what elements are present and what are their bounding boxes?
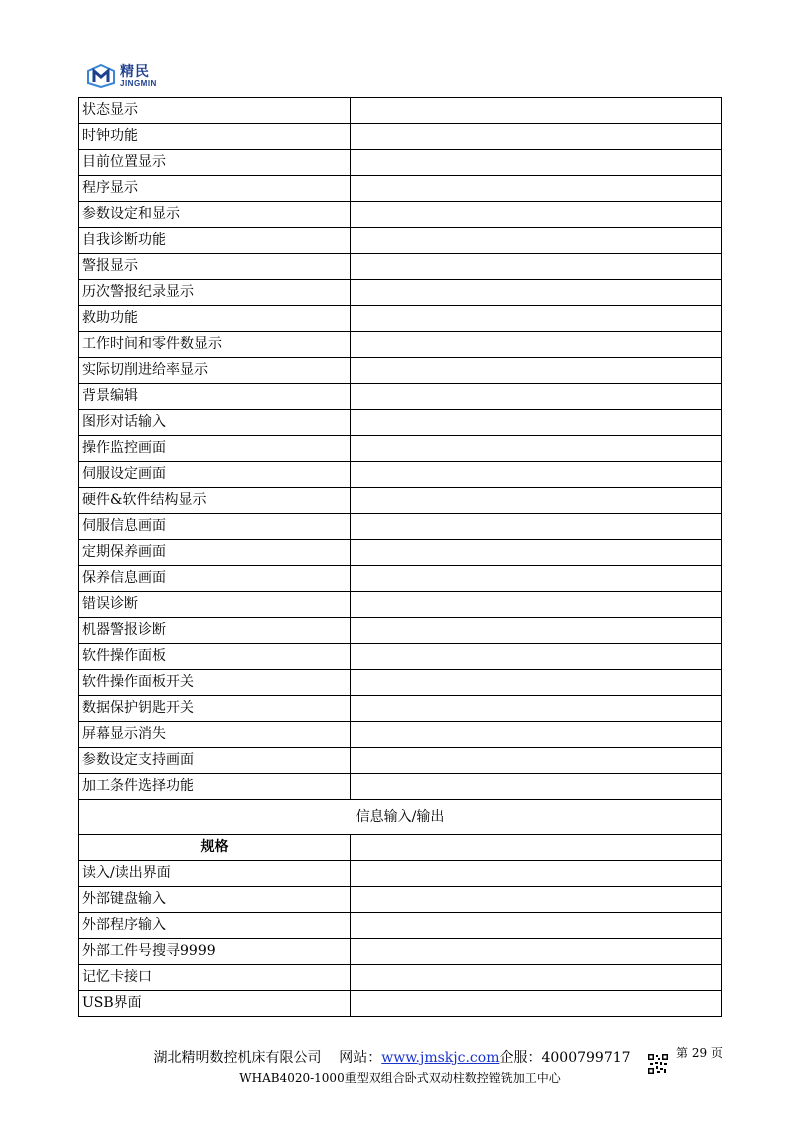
feature-name-cell: 定期保养画面 — [79, 540, 351, 566]
feature-value-cell — [351, 566, 722, 592]
feature-name-cell: 外部键盘输入 — [79, 887, 351, 913]
footer-company: 湖北精明数控机床有限公司 — [153, 1050, 322, 1066]
feature-name-cell: 自我诊断功能 — [79, 228, 351, 254]
table-row — [79, 887, 722, 913]
feature-name-cell: 时钟功能 — [79, 124, 351, 150]
table-row — [79, 748, 722, 774]
feature-value-cell — [351, 124, 722, 150]
table-row — [79, 202, 722, 228]
feature-rows — [79, 98, 722, 800]
feature-value-cell — [351, 358, 722, 384]
feature-name-cell: 软件操作面板开关 — [79, 670, 351, 696]
feature-name-cell: 错误诊断 — [79, 592, 351, 618]
company-logo — [86, 62, 157, 90]
feature-value-cell — [351, 774, 722, 800]
feature-value-cell — [351, 150, 722, 176]
feature-name-cell: 屏幕显示消失 — [79, 722, 351, 748]
feature-value-cell — [351, 618, 722, 644]
feature-name-cell: 外部程序输入 — [79, 913, 351, 939]
feature-value-cell — [351, 722, 722, 748]
feature-value-cell — [351, 488, 722, 514]
table-row — [79, 384, 722, 410]
feature-name-cell: 伺服信息画面 — [79, 514, 351, 540]
table-row — [79, 488, 722, 514]
feature-name-cell: 机器警报诊断 — [79, 618, 351, 644]
table-row — [79, 913, 722, 939]
table-row — [79, 774, 722, 800]
feature-name-cell: 硬件&软件结构显示 — [79, 488, 351, 514]
feature-value-cell — [351, 514, 722, 540]
section-title: 信息输入/输出 — [79, 800, 722, 835]
table-row — [79, 566, 722, 592]
table-row — [79, 436, 722, 462]
table-row — [79, 462, 722, 488]
table-row — [79, 98, 722, 124]
feature-value-cell — [351, 540, 722, 566]
spec-header-value-cell — [351, 835, 722, 861]
feature-value-cell — [351, 98, 722, 124]
table-row — [79, 254, 722, 280]
feature-value-cell — [351, 280, 722, 306]
logo-english-name: JINGMIN — [120, 78, 157, 88]
table-row — [79, 176, 722, 202]
feature-value-cell — [351, 939, 722, 965]
table-row — [79, 228, 722, 254]
feature-name-cell: 外部工件号搜寻9999 — [79, 939, 351, 965]
feature-name-cell: 程序显示 — [79, 176, 351, 202]
feature-name-cell: 背景编辑 — [79, 384, 351, 410]
table-row — [79, 670, 722, 696]
feature-name-cell: 工作时间和零件数显示 — [79, 332, 351, 358]
feature-name-cell: 参数设定和显示 — [79, 202, 351, 228]
feature-name-cell: 图形对话输入 — [79, 410, 351, 436]
feature-value-cell — [351, 254, 722, 280]
feature-name-cell: 实际切削进给率显示 — [79, 358, 351, 384]
feature-name-cell: 历次警报纪录显示 — [79, 280, 351, 306]
feature-value-cell — [351, 410, 722, 436]
table-row — [79, 618, 722, 644]
spec-table — [78, 97, 722, 1017]
table-row — [79, 358, 722, 384]
table-row — [79, 991, 722, 1017]
footer-website-label: 网站： — [339, 1050, 382, 1066]
footer-service-phone: 4000799717 — [541, 1050, 631, 1066]
table-row — [79, 280, 722, 306]
feature-value-cell — [351, 332, 722, 358]
table-row — [79, 306, 722, 332]
feature-value-cell — [351, 384, 722, 410]
table-row — [79, 332, 722, 358]
feature-value-cell — [351, 887, 722, 913]
feature-name-cell: 伺服设定画面 — [79, 462, 351, 488]
section-row — [79, 800, 722, 835]
feature-value-cell — [351, 965, 722, 991]
table-row — [79, 644, 722, 670]
feature-value-cell — [351, 228, 722, 254]
feature-name-cell: 读入/读出界面 — [79, 861, 351, 887]
logo-chinese-name: 精民 — [120, 63, 150, 80]
feature-value-cell — [351, 436, 722, 462]
feature-name-cell: 操作监控画面 — [79, 436, 351, 462]
table-row — [79, 540, 722, 566]
table-row — [79, 965, 722, 991]
io-rows — [79, 861, 722, 1017]
feature-name-cell: 警报显示 — [79, 254, 351, 280]
feature-value-cell — [351, 462, 722, 488]
footer-website-link[interactable]: www.jmskjc.com — [381, 1050, 500, 1066]
spec-header-row — [79, 835, 722, 861]
table-row — [79, 722, 722, 748]
footer-service-label: 企服： — [499, 1050, 542, 1066]
feature-value-cell — [351, 644, 722, 670]
feature-name-cell: 保养信息画面 — [79, 566, 351, 592]
page-number: 第 29 页 — [676, 1046, 723, 1060]
feature-name-cell: USB界面 — [79, 991, 351, 1017]
table-row — [79, 410, 722, 436]
feature-name-cell: 状态显示 — [79, 98, 351, 124]
feature-value-cell — [351, 861, 722, 887]
table-row — [79, 696, 722, 722]
feature-value-cell — [351, 748, 722, 774]
feature-name-cell: 记忆卡接口 — [79, 965, 351, 991]
footer-model-line: WHAB4020-1000重型双组合卧式双动柱数控镗铣加工中心 — [239, 1071, 561, 1085]
table-row — [79, 939, 722, 965]
feature-name-cell: 救助功能 — [79, 306, 351, 332]
feature-value-cell — [351, 176, 722, 202]
feature-name-cell: 软件操作面板 — [79, 644, 351, 670]
feature-value-cell — [351, 696, 722, 722]
table-row — [79, 124, 722, 150]
table-row — [79, 150, 722, 176]
feature-value-cell — [351, 991, 722, 1017]
feature-value-cell — [351, 592, 722, 618]
feature-value-cell — [351, 913, 722, 939]
feature-value-cell — [351, 306, 722, 332]
feature-name-cell: 目前位置显示 — [79, 150, 351, 176]
table-row — [79, 592, 722, 618]
feature-value-cell — [351, 202, 722, 228]
feature-name-cell: 参数设定支持画面 — [79, 748, 351, 774]
feature-name-cell: 数据保护钥匙开关 — [79, 696, 351, 722]
spec-header-cell: 规格 — [79, 835, 351, 861]
jingmin-logo-icon — [86, 64, 116, 88]
feature-value-cell — [351, 670, 722, 696]
feature-name-cell: 加工条件选择功能 — [79, 774, 351, 800]
table-row — [79, 514, 722, 540]
table-row — [79, 861, 722, 887]
